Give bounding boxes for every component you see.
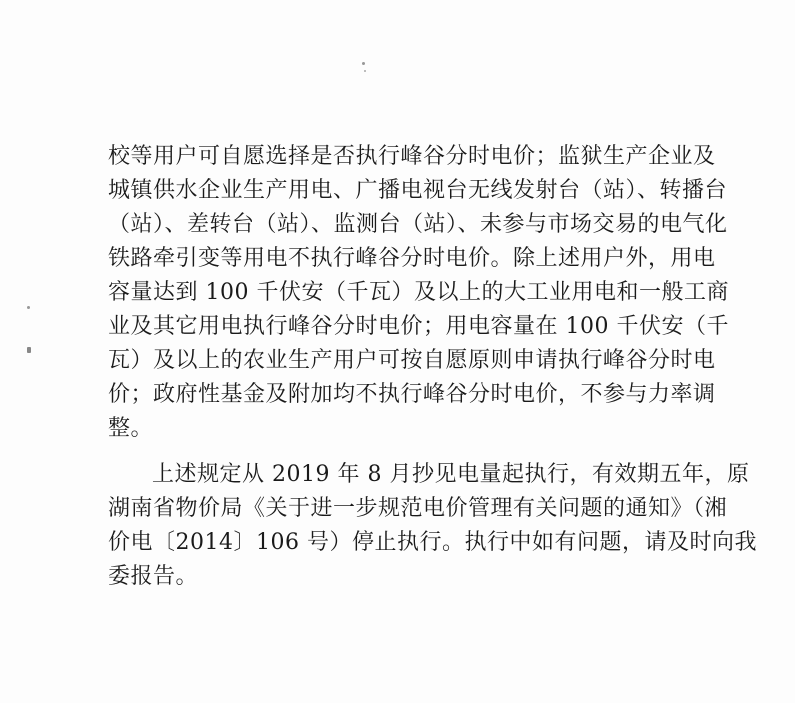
text-line: 校等用户可自愿选择是否执行峰谷分时电价；监狱生产企业及: [108, 144, 716, 169]
text-line: 价；政府性基金及附加均不执行峰谷分时电价，不参与力率调: [108, 382, 716, 407]
text-line: 城镇供水企业生产用电、广播电视台无线发射台（站）、转播台: [108, 178, 728, 203]
paragraph-1: [108, 140, 729, 446]
scan-speck: [27, 306, 30, 309]
scan-speck: [362, 62, 365, 65]
text-line: 铁路牵引变等用电不执行峰谷分时电价。除上述用户外，用电: [108, 246, 716, 271]
text-line: 业及其它用电执行峰谷分时电价；用电容量在 100 千伏安（千: [108, 314, 729, 339]
paragraph-gap: [108, 446, 693, 458]
text-line: 价电〔2014〕106 号）停止执行。执行中如有问题，请及时向我: [108, 530, 757, 555]
text-line: 整。: [108, 416, 154, 441]
text-line: 瓦）及以上的农业生产用户可按自愿原则申请执行峰谷分时电: [108, 348, 716, 373]
scan-speck: [27, 347, 31, 353]
text-line: （站）、差转台（站）、监测台（站）、未参与市场交易的电气化: [108, 212, 728, 237]
scan-speck: [364, 70, 366, 72]
text-line: 湖南省物价局《关于进一步规范电价管理有关问题的通知》（湘: [108, 496, 728, 521]
text-line: 容量达到 100 千伏安（千瓦）及以上的大工业用电和一般工商: [108, 280, 729, 305]
document-body: [108, 140, 757, 594]
text-line: 委报告。: [108, 564, 199, 589]
text-line: 上述规定从 2019 年 8 月抄见电量起执行，有效期五年，原: [152, 462, 750, 487]
paragraph-2: [108, 458, 757, 594]
